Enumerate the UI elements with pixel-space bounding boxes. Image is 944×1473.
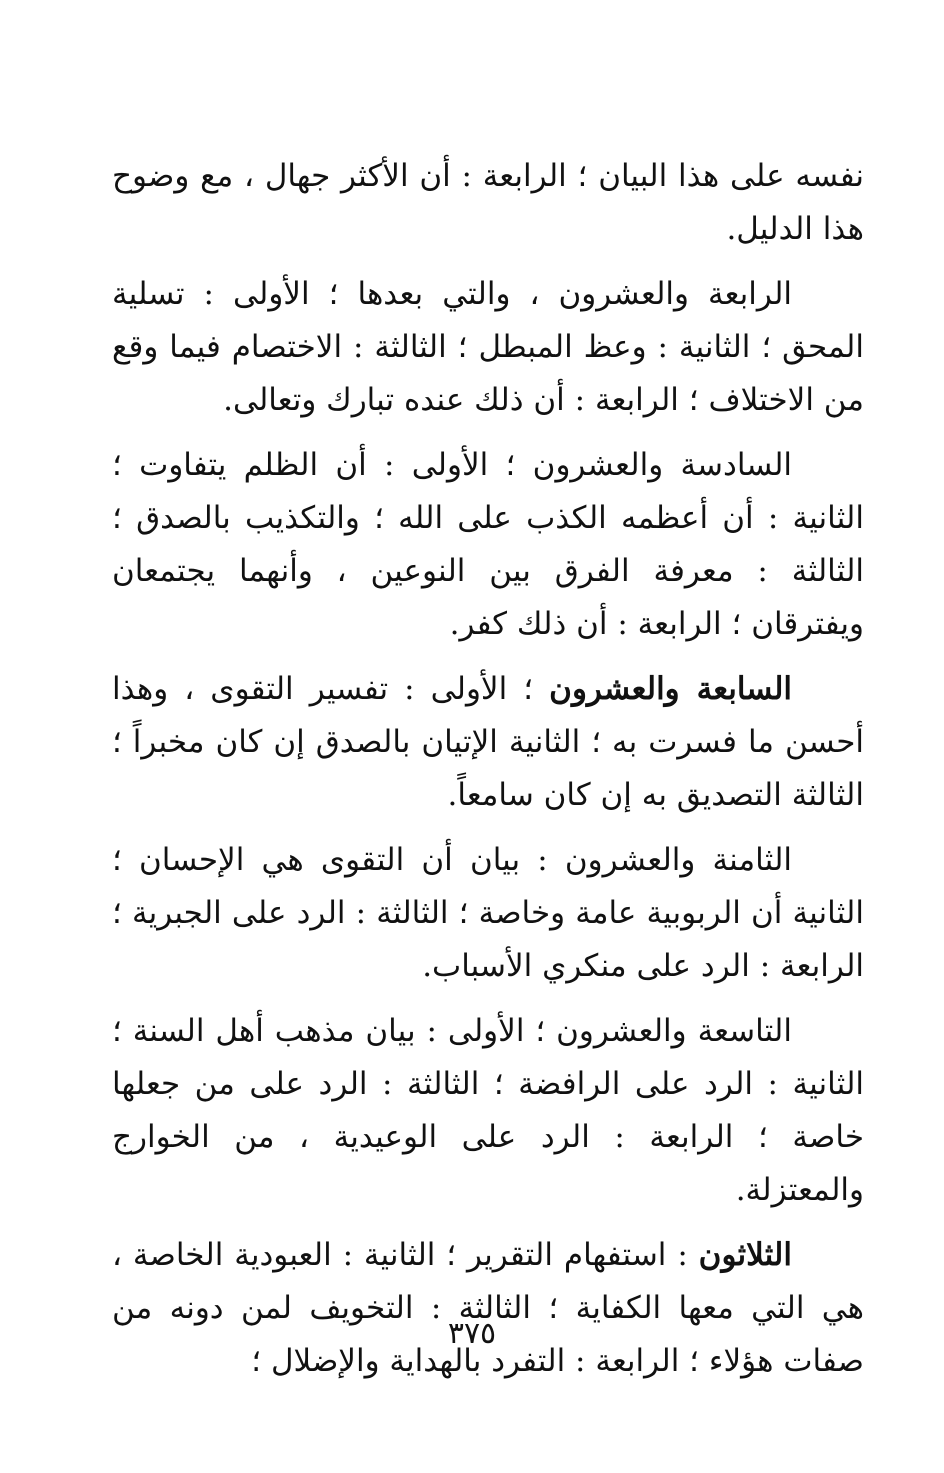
paragraph-6 xyxy=(112,1005,864,1217)
paragraph-3 xyxy=(112,439,864,651)
paragraph-4 xyxy=(112,663,864,822)
paragraph-1 xyxy=(112,150,864,256)
paragraph-3-text: السادسة والعشرون ؛ الأولى : أن الظلم يتفاوت ؛ الثانية : أن أعظمه الكذب على الله ؛ والتكذيب بالصدق ؛ الثالثة : معرفة الفرق بين النوعين ، وأنهما يجتمعان ويفترقان ؛ الرابعة : أن ذلك كفر. xyxy=(112,447,864,642)
paragraph-7-text: : استفهام التقرير ؛ الثانية : العبودية الخاصة ، هي التي معها الكفاية ؛ الثالثة : التخويف لمن دونه من صفات هؤلاء ؛ الرابعة : التفرد بالهداية والإضلال ؛ xyxy=(112,1237,864,1379)
paragraph-5 xyxy=(112,834,864,993)
paragraph-5-text: الثامنة والعشرون : بيان أن التقوى هي الإحسان ؛ الثانية أن الربوبية عامة وخاصة ؛ الثالثة : الرد على الجبرية ؛ الرابعة : الرد على منكري الأسباب. xyxy=(112,842,864,984)
page-body xyxy=(112,150,864,1400)
paragraph-1-text: نفسه على هذا البيان ؛ الرابعة : أن الأكثر جهال ، مع وضوح هذا الدليل. xyxy=(112,158,864,247)
paragraph-6-text: التاسعة والعشرون ؛ الأولى : بيان مذهب أهل السنة ؛ الثانية : الرد على الرافضة ؛ الثالثة : الرد على من جعلها خاصة ؛ الرابعة : الرد على الوعيدية ، من الخوارج والمعتزلة. xyxy=(112,1013,864,1208)
paragraph-4-heading: السابعة والعشرون xyxy=(549,671,792,707)
paragraph-4-text: ؛ الأولى : تفسير التقوى ، وهذا أحسن ما فسرت به ؛ الثانية الإتيان بالصدق إن كان مخبراً ؛ الثالثة التصديق به إن كان سامعاً. xyxy=(112,671,864,813)
page-number: ٣٧٥ xyxy=(447,1316,497,1351)
paragraph-2 xyxy=(112,268,864,427)
paragraph-7 xyxy=(112,1229,864,1388)
paragraph-2-text: الرابعة والعشرون ، والتي بعدها ؛ الأولى : تسلية المحق ؛ الثانية : وعظ المبطل ؛ الثالثة : الاختصام فيما وقع من الاختلاف ؛ الرابعة : أن ذلك عنده تبارك وتعالى. xyxy=(112,276,864,418)
paragraph-7-heading: الثلاثون xyxy=(698,1237,792,1273)
